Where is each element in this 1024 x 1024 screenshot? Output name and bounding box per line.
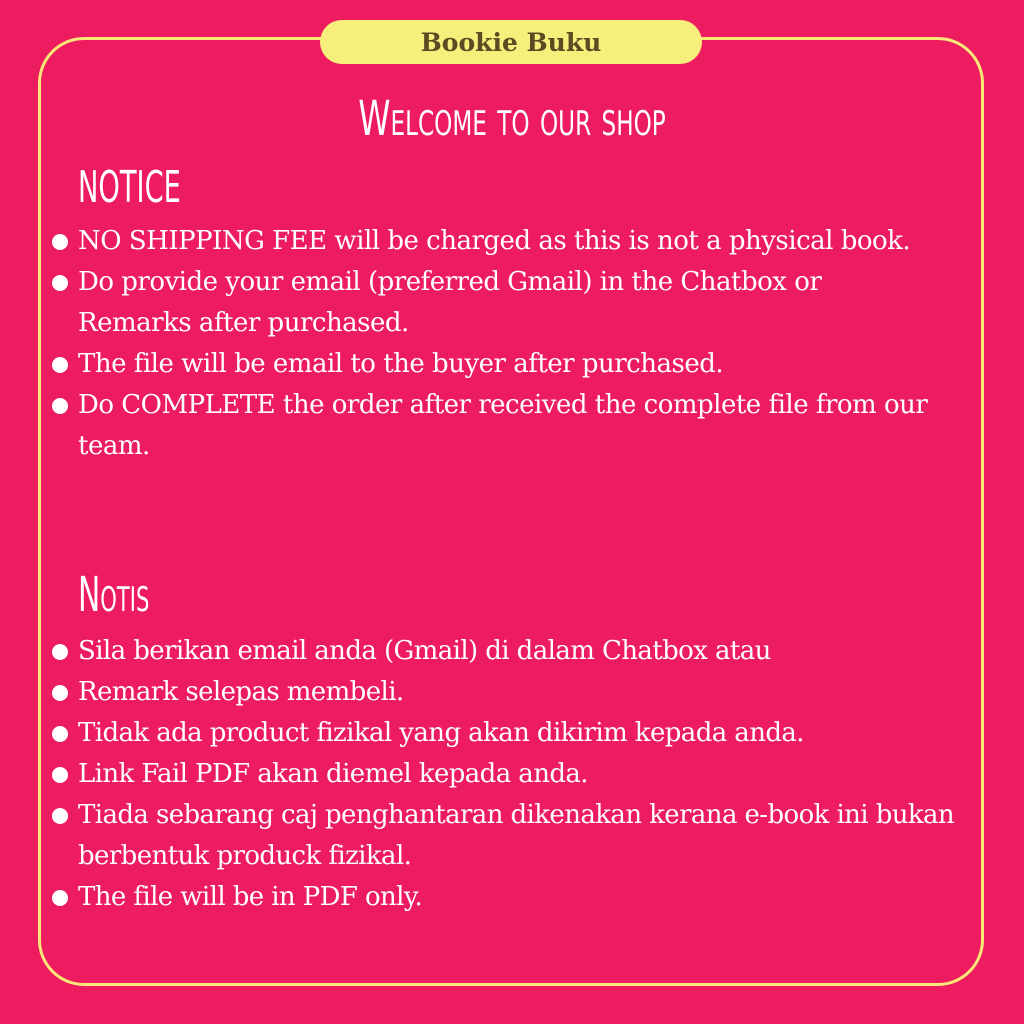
bullet-icon: [52, 767, 68, 783]
bullet-icon: [52, 234, 68, 250]
list-item: [78, 262, 938, 344]
list-item-text: Link Fail PDF akan diemel kepada anda.: [78, 759, 588, 789]
bullet-icon: [52, 398, 68, 414]
list-item-text: Tidak ada product fizikal yang akan dikirim kepada anda.: [78, 718, 804, 748]
list-item-text: Do COMPLETE the order after received the complete file from our team.: [78, 390, 928, 461]
bullet-icon: [52, 890, 68, 906]
bullet-icon: [52, 357, 68, 373]
list-item-text: The file will be email to the buyer after purchased.: [78, 349, 724, 379]
notice-list: [78, 221, 938, 467]
list-item: [78, 385, 938, 467]
list-item: [78, 754, 958, 795]
notice-heading: NOTICE: [78, 162, 181, 213]
list-item: [78, 344, 938, 385]
list-item: [78, 877, 958, 918]
list-item-text: Tiada sebarang caj penghantaran dikenakan kerana e-book ini bukan berbentuk produck fizikal.: [78, 800, 955, 871]
list-item-text: Sila berikan email anda (Gmail) di dalam Chatbox atau: [78, 636, 771, 666]
bullet-icon: [52, 726, 68, 742]
list-item: [78, 795, 958, 877]
list-item-text: Remark selepas membeli.: [78, 677, 404, 707]
page-title: Welcome to our shop: [358, 91, 666, 147]
notis-list: [78, 631, 958, 918]
list-item-text: Do provide your email (preferred Gmail) in the Chatbox or Remarks after purchased.: [78, 267, 822, 338]
brand-name: Bookie Buku: [420, 27, 602, 57]
list-item-text: The file will be in PDF only.: [78, 882, 423, 912]
list-item-text: NO SHIPPING FEE will be charged as this is not a physical book.: [78, 226, 911, 256]
list-item: [78, 713, 958, 754]
notis-heading: Notis: [78, 567, 150, 623]
bullet-icon: [52, 275, 68, 291]
list-item: [78, 672, 958, 713]
bullet-icon: [52, 808, 68, 824]
bullet-icon: [52, 644, 68, 660]
list-item: [78, 221, 938, 262]
list-item: [78, 631, 958, 672]
bullet-icon: [52, 685, 68, 701]
brand-badge: [320, 20, 702, 64]
